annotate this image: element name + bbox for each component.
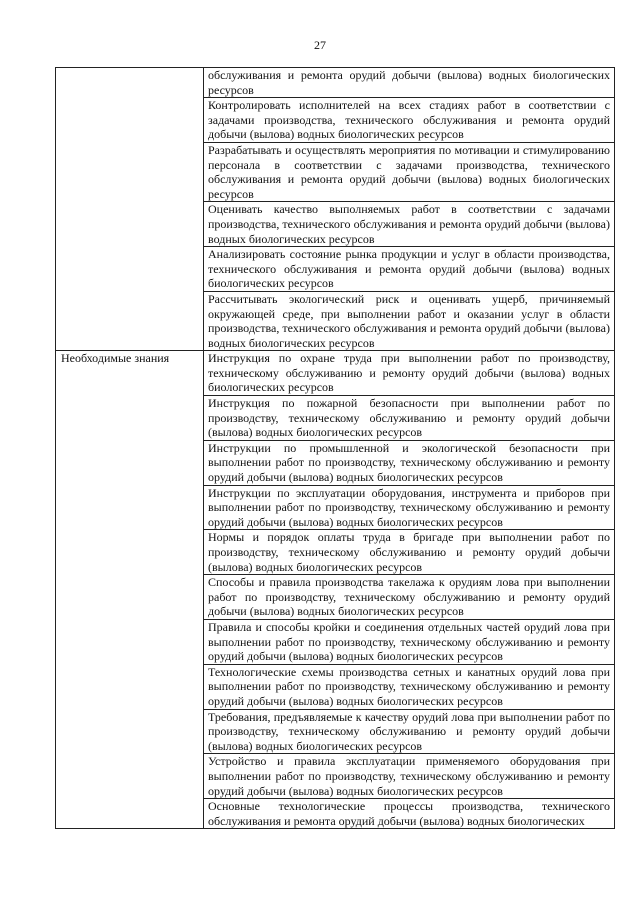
table-cell: Способы и правила производства такелажа к орудиям лова при выполнении работ по производству, техническому обслуживанию и ремонту орудий добычи (вылова) водных биологических ресурсов <box>204 575 615 620</box>
table-cell: Устройство и правила эксплуатации применяемого оборудования при выполнении работ по производству, техническому обслуживанию и ремонту орудий добычи (вылова) водных биологических ресурсов <box>204 754 615 799</box>
table-cell: Нормы и порядок оплаты труда в бригаде при выполнении работ по производству, техническому обслуживанию и ремонту орудий добычи (вылова) водных биологических ресурсов <box>204 530 615 575</box>
table-cell: Инструкции по промышленной и экологической безопасности при выполнении работ по производству, техническому обслуживанию и ремонту орудий добычи (вылова) водных биологических ресурсов <box>204 440 615 485</box>
table-cell: Рассчитывать экологический риск и оценивать ущерб, причиняемый окружающей среде, при выполнении работ и оказании услуг в области производства, технического обслуживания и ремонта орудий добычи (вылова) водных биологических ресурсов <box>204 291 615 350</box>
table-cell: Правила и способы кройки и соединения отдельных частей орудий лова при выполнении работ по производству, техническому обслуживанию и ремонту орудий добычи (вылова) водных биологических ресурсов <box>204 619 615 664</box>
table-cell: Основные технологические процессы производства, технического обслуживания и ремонта орудий добычи (вылова) водных биологических <box>204 799 615 829</box>
table-cell: Требования, предъявляемые к качеству орудий лова при выполнении работ по производству, техническому обслуживанию и ремонту орудий добычи (вылова) водных биологических ресурсов <box>204 709 615 754</box>
table-row <box>56 351 615 396</box>
table-cell: Разрабатывать и осуществлять мероприятия по мотивации и стимулированию персонала в соответствии с задачами производства, технического обслуживания и ремонта орудий добычи (вылова) водных биологических ресурсов <box>204 142 615 201</box>
row-label-required-knowledge: Необходимые знания <box>56 351 204 829</box>
table-cell: Технологические схемы производства сетных и канатных орудий лова при выполнении работ по производству, техническому обслуживанию и ремонту орудий добычи (вылова) водных биологических ресурсов <box>204 664 615 709</box>
page-number: 27 <box>314 38 326 52</box>
requirements-table <box>55 67 615 829</box>
table-row <box>56 68 615 98</box>
table-cell: Анализировать состояние рынка продукции и услуг в области производства, технического обслуживания и ремонта орудий добычи (вылова) водных биологических ресурсов <box>204 247 615 292</box>
table-cell: обслуживания и ремонта орудий добычи (вылова) водных биологических ресурсов <box>204 68 615 98</box>
table-cell: Контролировать исполнителей на всех стадиях работ в соответствии с задачами производства, технического обслуживания и ремонта орудий добычи (вылова) водных биологических ресурсов <box>204 98 615 143</box>
row-label <box>56 68 204 351</box>
table-cell: Инструкция по пожарной безопасности при выполнении работ по производству, техническому обслуживанию и ремонту орудий добычи (вылова) водных биологических ресурсов <box>204 396 615 441</box>
table-cell: Оценивать качество выполняемых работ в соответствии с задачами производства, технического обслуживания и ремонта орудий добычи (вылова) водных биологических ресурсов <box>204 202 615 247</box>
table-cell: Инструкция по охране труда при выполнении работ по производству, техническому обслуживанию и ремонту орудий добычи (вылова) водных биологических ресурсов <box>204 351 615 396</box>
table-cell: Инструкции по эксплуатации оборудования, инструмента и приборов при выполнении работ по производству, техническому обслуживанию и ремонту орудий добычи (вылова) водных биологических ресурсов <box>204 485 615 530</box>
